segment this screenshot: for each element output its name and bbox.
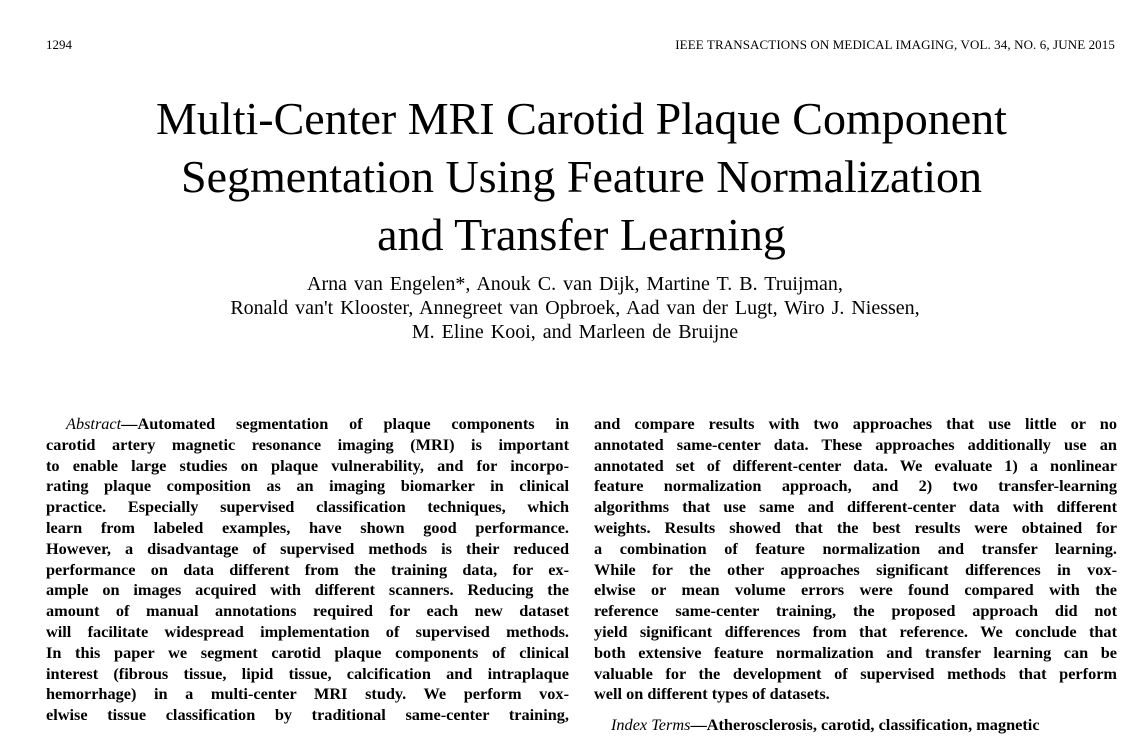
abstract-line: practice. Especially supervised classification techniques, which [46,497,569,517]
abstract-line: learn from labeled examples, have shown good performance. [46,517,569,537]
abstract-line: both extensive feature normalization and transfer learning can be [594,642,1117,662]
author-line: M. Eline Kooi, and Marleen de Bruijne [411,321,739,343]
abstract-line: a combination of feature normalization and transfer learning. [594,538,1117,558]
author-list [0,272,1147,344]
abstract-line: elwise tissue classification by traditional same-center training, [46,705,569,725]
abstract-line: hemorrhage) in a multi-center MRI study. We perform vox- [46,684,569,704]
abstract-line: In this paper we segment carotid plaque components of clinical [46,642,569,662]
journal-header: IEEE TRANSACTIONS ON MEDICAL IMAGING, VOL. 34, NO. 6, JUNE 2015 [675,37,1115,52]
abstract-line: annotated same-center data. These approaches additionally use an [594,434,1117,454]
abstract-line: reference same-center training, the proposed approach did not [594,601,1117,621]
index-terms-text: —Atherosclerosis, carotid, classification, magnetic [690,715,1040,734]
abstract-line: carotid artery magnetic resonance imaging (MRI) is important [46,434,569,454]
author-line: Ronald van't Klooster, Annegreet van Opbroek, Aad van der Lugt, Wiro J. Niessen, [230,297,920,319]
abstract-line: yield significant differences from that reference. We conclude that [594,621,1117,641]
abstract-text: —Automated segmentation of plaque components in [121,414,569,433]
page-number: 1294 [46,37,72,52]
title-line: Segmentation Using Feature Normalization [181,151,982,202]
abstract-line: weights. Results showed that the best results were obtained for [594,517,1117,537]
abstract-line: ample on images acquired with different scanners. Reducing the [46,580,569,600]
index-terms-label: Index Terms [611,715,691,734]
abstract-line: performance on data different from the training data, for ex- [46,559,569,579]
title-line: Multi-Center MRI Carotid Plaque Component [156,93,1007,144]
abstract-line: While for the other approaches significant differences in vox- [594,559,1117,579]
abstract-first-line [46,414,569,435]
abstract-line: to enable large studies on plaque vulnerability, and for incorpo- [46,455,569,475]
abstract-line: and compare results with two approaches that use little or no [594,414,1117,433]
abstract-line: algorithms that use same and different-center data with different [594,497,1117,517]
abstract-right-column [594,414,1117,705]
abstract-line: amount of manual annotations required for each new dataset [46,601,569,621]
abstract-label: Abstract [66,414,122,433]
paper-title [0,90,1147,264]
abstract-line: annotated set of different-center data. We evaluate 1) a nonlinear [594,455,1117,475]
abstract-line: feature normalization approach, and 2) two transfer-learning [594,476,1117,496]
abstract-line: elwise or mean volume errors were found compared with the [594,580,1117,600]
author-line: Arna van Engelen*, Anouk C. van Dijk, Martine T. B. Truijman, [307,273,843,295]
abstract-line: will facilitate widespread implementation of supervised methods. [46,621,569,641]
abstract-left-column [46,414,569,726]
title-line: and Transfer Learning [377,209,786,260]
abstract-line: well on different types of datasets. [594,684,830,704]
abstract-line: rating plaque composition as an imaging biomarker in clinical [46,476,569,496]
abstract-line: However, a disadvantage of supervised methods is their reduced [46,538,569,558]
abstract-line: valuable for the development of supervised methods that perform [594,663,1117,683]
abstract-line: interest (fibrous tissue, lipid tissue, calcification and intraplaque [46,663,569,683]
